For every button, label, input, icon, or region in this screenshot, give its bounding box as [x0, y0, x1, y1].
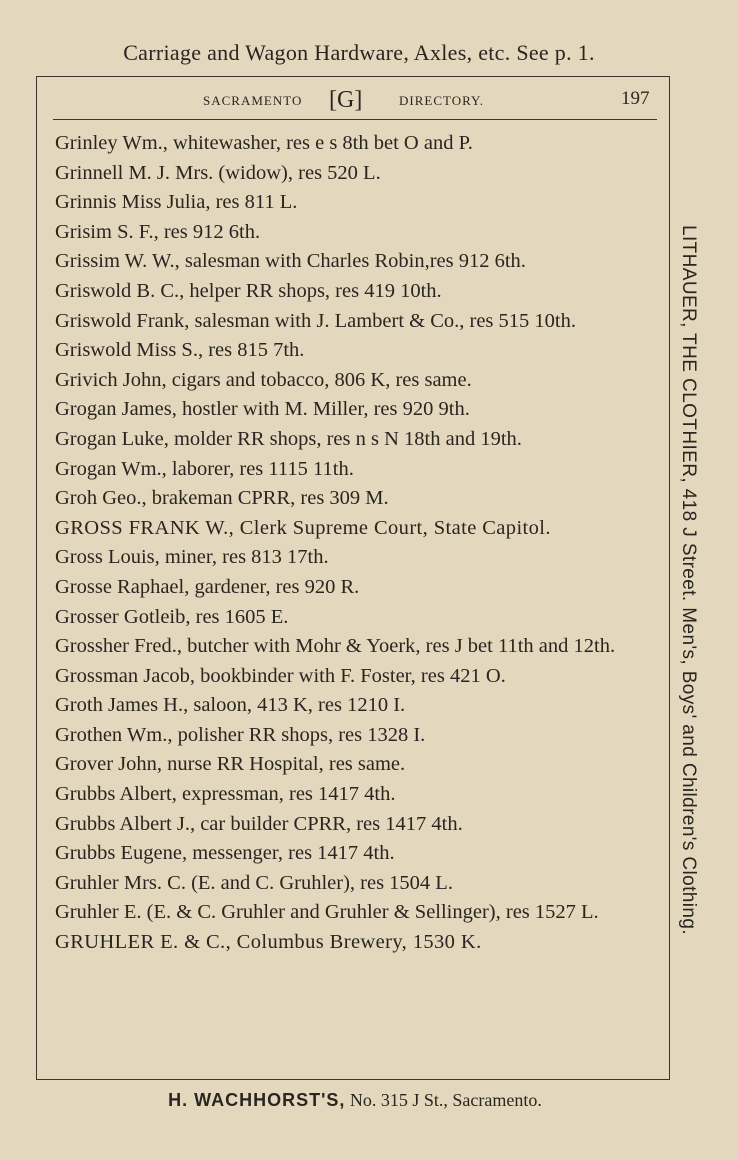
directory-entry: Grinnis Miss Julia, res 811 L.	[55, 191, 298, 214]
page-number: 197	[621, 88, 650, 109]
directory-entry: Griswold Frank, salesman with J. Lambert & Co., res 515 10th.	[55, 309, 576, 332]
directory-entry: Griswold B. C., helper RR shops, res 419 10th.	[55, 279, 442, 302]
directory-entry-featured: GROSS FRANK W., Clerk Supreme Court, State Capitol.	[55, 516, 551, 539]
directory-entry: Grossman Jacob, bookbinder with F. Foster, res 421 O.	[55, 664, 506, 687]
directory-entry: Gruhler E. (E. & C. Gruhler and Gruhler & Sellinger), res 1527 L.	[55, 901, 599, 924]
header-directory: DIRECTORY.	[399, 93, 485, 108]
directory-entry: Grosse Raphael, gardener, res 920 R.	[55, 575, 360, 598]
top-advertisement: Carriage and Wagon Hardware, Axles, etc. See p. 1.	[123, 40, 595, 65]
directory-entry: Gross Louis, miner, res 813 17th.	[55, 546, 329, 569]
directory-entry-featured: GRUHLER E. & C., Columbus Brewery, 1530 K.	[55, 931, 482, 954]
directory-entry: Griswold Miss S., res 815 7th.	[55, 339, 305, 362]
directory-entry: Grogan James, hostler with M. Miller, res 920 9th.	[55, 398, 470, 421]
directory-entry: Groth James H., saloon, 413 K, res 1210 I.	[55, 694, 406, 717]
directory-entry: Grogan Luke, molder RR shops, res n s N 18th and 19th.	[55, 427, 522, 450]
directory-entry: Grinnell M. J. Mrs. (widow), res 520 L.	[55, 161, 381, 184]
directory-entry: Grissim W. W., salesman with Charles Robin,res 912 6th.	[55, 250, 526, 273]
directory-entry: Grubbs Eugene, messenger, res 1417 4th.	[55, 842, 395, 865]
directory-entry: Grisim S. F., res 912 6th.	[55, 220, 261, 243]
directory-entry: Grothen Wm., polisher RR shops, res 1328 I.	[55, 723, 426, 746]
directory-entries	[55, 129, 659, 958]
directory-entry: Grubbs Albert, expressman, res 1417 4th.	[55, 783, 396, 806]
bottom-advertisement	[0, 1090, 710, 1111]
directory-page-frame	[36, 76, 670, 1080]
directory-entry: Grossher Fred., butcher with Mohr & Yoerk, res J bet 11th and 12th.	[55, 635, 616, 658]
directory-entry: Grinley Wm., whitewasher, res e s 8th bet O and P.	[55, 132, 473, 154]
header-city: SACRAMENTO	[203, 93, 303, 108]
directory-entry: Grosser Gotleib, res 1605 E.	[55, 605, 289, 628]
directory-entry: Groh Geo., brakeman CPRR, res 309 M.	[55, 487, 389, 510]
header-section-letter: [G]	[329, 87, 363, 113]
directory-entry: Grivich John, cigars and tobacco, 806 K, res same.	[55, 368, 472, 391]
page-header	[37, 87, 669, 115]
bottom-ad-address: No. 315 J St., Sacramento.	[345, 1090, 542, 1110]
side-advertisement: LITHAUER, THE CLOTHIER, 418 J Street. Men's, Boys' and Children's Clothing.	[678, 224, 699, 936]
directory-entry: Grover John, nurse RR Hospital, res same.	[55, 753, 406, 776]
directory-entry: Grubbs Albert J., car builder CPRR, res 1417 4th.	[55, 812, 463, 835]
header-divider	[53, 119, 657, 120]
bottom-ad-name: H. WACHHORST'S,	[168, 1090, 346, 1110]
directory-entry: Gruhler Mrs. C. (E. and C. Gruhler), res 1504 L.	[55, 871, 453, 894]
directory-entry: Grogan Wm., laborer, res 1115 11th.	[55, 457, 354, 480]
